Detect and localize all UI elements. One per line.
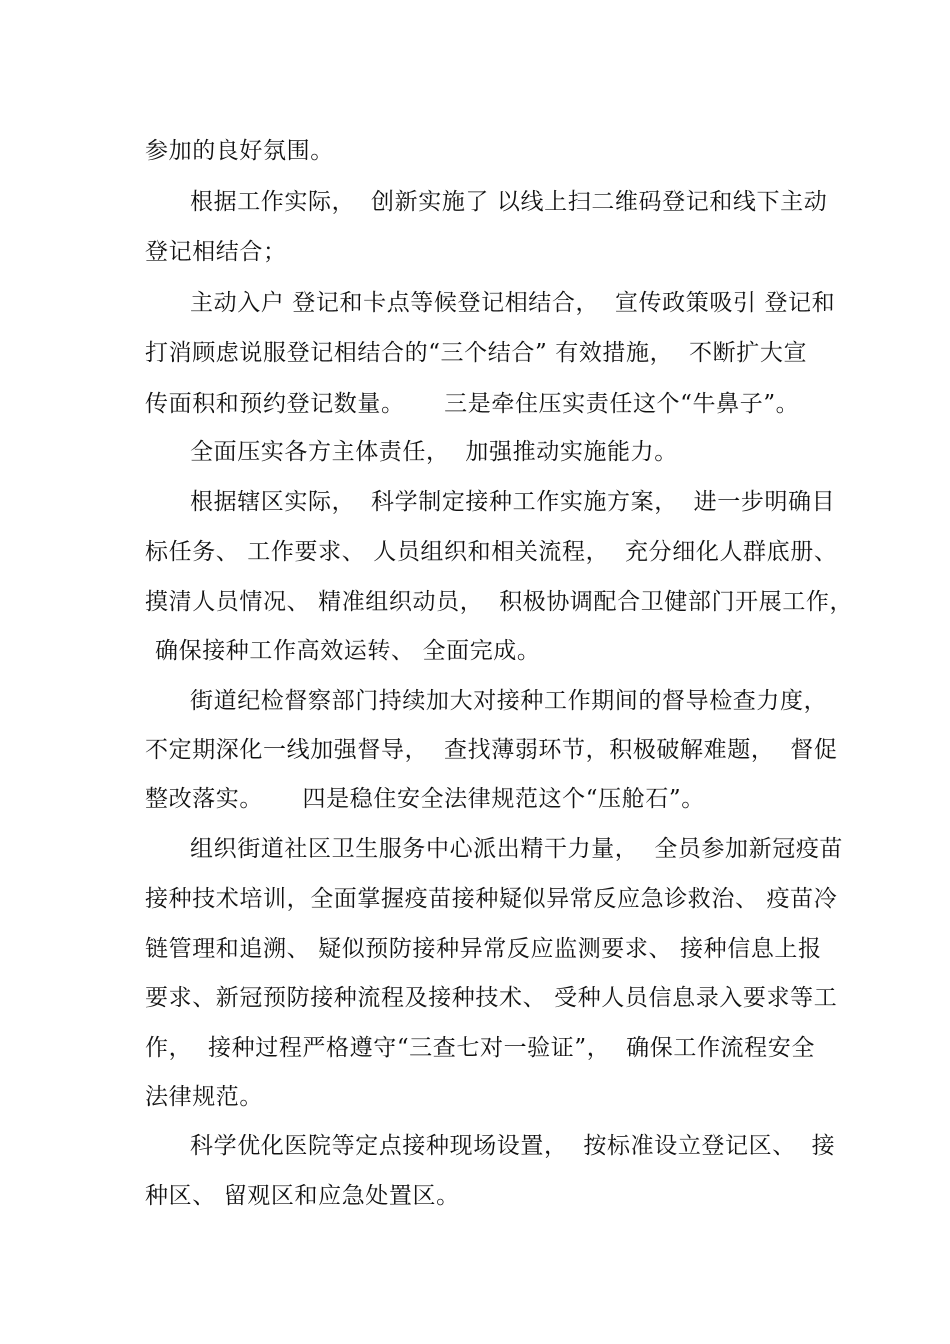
- text-line: 链管理和追溯、 疑似预防接种异常反应监测要求、 接种信息上报: [145, 936, 822, 962]
- text-line: 登记相结合；: [145, 239, 287, 265]
- text-line: 根据工作实际， 创新实施了 以线上扫二维码登记和线下主动: [190, 189, 828, 215]
- text-line: 街道纪检督察部门持续加大对接种工作期间的督导检查力度，: [190, 688, 828, 714]
- text-line: 全面压实各方主体责任， 加强推动实施能力。: [190, 439, 678, 465]
- text-line: 摸清人员情况、 精准组织动员， 积极协调配合卫健部门开展工作，: [145, 589, 854, 615]
- text-line: 组织街道社区卫生服务中心派出精干力量， 全员参加新冠疫苗: [190, 836, 844, 862]
- text-line: 打消顾虑说服登记相结合的“三个结合” 有效措施， 不断扩大宣: [145, 340, 808, 366]
- text-line: 传面积和预约登记数量。 三是牵住压实责任这个“牛鼻子”。: [145, 391, 800, 417]
- text-line: 参加的良好氛围。: [145, 138, 334, 164]
- text-line: 科学优化医院等定点接种现场设置， 按标准设立登记区、 接: [190, 1133, 836, 1159]
- text-line: 作， 接种过程严格遵守“三查七对一验证”， 确保工作流程安全: [145, 1035, 815, 1061]
- text-line: 主动入户 登记和卡点等候登记相结合， 宣传政策吸引 登记和: [190, 290, 836, 316]
- text-line: 接种技术培训，全面掌握疫苗接种疑似异常反应急诊救治、 疫苗冷: [145, 886, 838, 912]
- text-line: 法律规范。: [145, 1084, 263, 1110]
- text-line: 整改落实。 四是稳住安全法律规范这个“压舱石”。: [145, 786, 705, 812]
- text-line: 确保接种工作高效运转、 全面完成。: [155, 638, 541, 664]
- text-line: 不定期深化一线加强督导， 查找薄弱环节，积极破解难题， 督促: [145, 737, 838, 763]
- text-line: 种区、 留观区和应急处置区。: [145, 1183, 460, 1209]
- text-line: 要求、新冠预防接种流程及接种技术、 受种人员信息录入要求等工: [145, 985, 838, 1011]
- text-line: 根据辖区实际， 科学制定接种工作实施方案， 进一步明确目: [190, 489, 836, 515]
- text-line: 标任务、 工作要求、 人员组织和相关流程， 充分细化人群底册、: [145, 539, 838, 565]
